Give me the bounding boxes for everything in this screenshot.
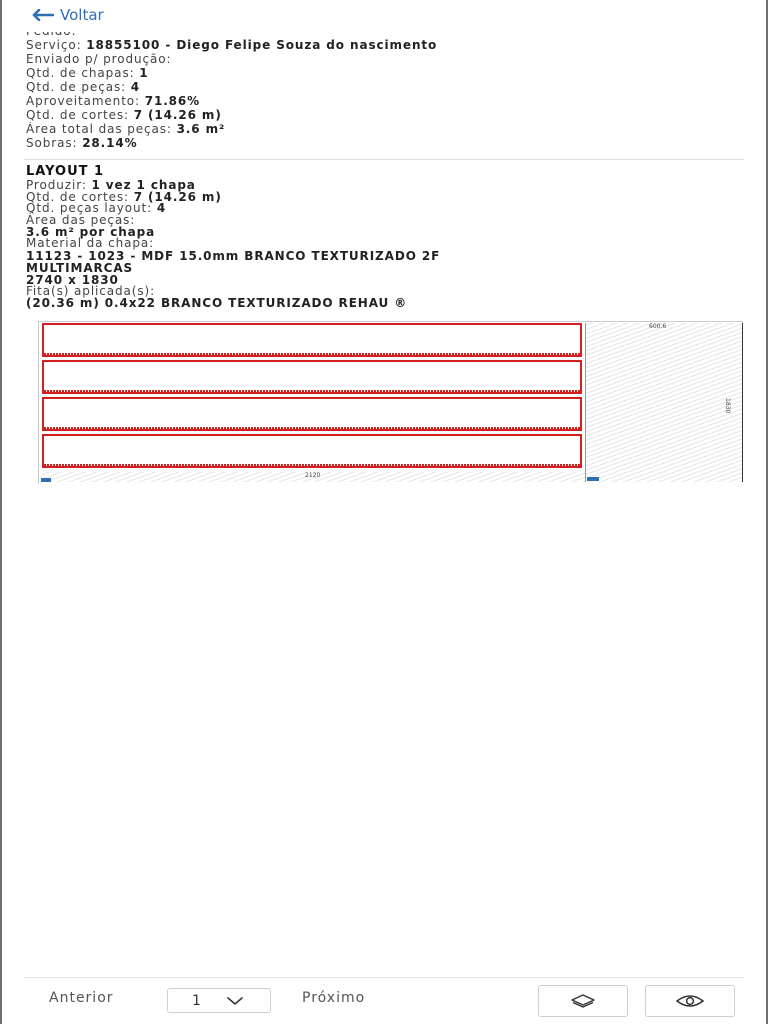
previous-button[interactable]: Anterior bbox=[49, 990, 114, 1006]
pecas-row bbox=[26, 80, 742, 94]
servico-row bbox=[26, 38, 742, 52]
page-select[interactable] bbox=[167, 988, 271, 1013]
arrow-left-icon bbox=[32, 9, 54, 21]
area-row bbox=[26, 122, 742, 136]
leftover-height-label: 1830 bbox=[724, 398, 731, 414]
aproveitamento-label: Aproveitamento: bbox=[26, 94, 140, 108]
page-number: 1 bbox=[192, 992, 201, 1009]
layout-pecas-label: Qtd. peças layout: bbox=[26, 201, 153, 215]
layout-cortes-label: Qtd. de cortes: bbox=[26, 189, 129, 204]
layout-area-value: 3.6 m² por chapa bbox=[26, 225, 156, 239]
pieces-width-label: 2120 bbox=[305, 472, 321, 479]
pecas-label: Qtd. de peças: bbox=[26, 80, 127, 94]
leftover-area bbox=[585, 323, 743, 482]
top-bar bbox=[2, 0, 766, 32]
aproveitamento-value: 71.86% bbox=[144, 94, 201, 108]
area-label: Área total das peças: bbox=[26, 122, 172, 136]
enviado-label: Enviado p/ produção: bbox=[26, 52, 172, 66]
next-button[interactable]: Próximo bbox=[302, 990, 366, 1006]
footer-divider bbox=[24, 977, 744, 978]
cut-piece[interactable] bbox=[42, 434, 582, 468]
cut-piece[interactable] bbox=[42, 323, 582, 357]
cortes-row bbox=[26, 108, 742, 122]
layout-title: LAYOUT 1 bbox=[26, 164, 105, 179]
layout-pecas-value: 4 bbox=[156, 201, 167, 215]
fita-value: (20.36 m) 0.4x22 BRANCO TEXTURIZADO REHAU ® bbox=[26, 296, 408, 310]
view-button[interactable] bbox=[645, 985, 735, 1017]
order-summary bbox=[26, 24, 742, 150]
servico-value: 18855100 - Diego Felipe Souza do nascimento bbox=[86, 38, 438, 52]
sobras-label: Sobras: bbox=[26, 136, 78, 150]
corner-marker bbox=[587, 477, 599, 481]
sobras-value: 28.14% bbox=[82, 136, 138, 150]
leftover-width-label: 600.6 bbox=[649, 323, 667, 330]
cut-piece[interactable] bbox=[42, 397, 582, 431]
servico-label: Serviço: bbox=[26, 38, 82, 52]
layout-details bbox=[26, 164, 742, 309]
enviado-row bbox=[26, 52, 742, 66]
material-value-line1: 11123 - 1023 - MDF 15.0mm BRANCO TEXTURIZADO 2F bbox=[26, 248, 441, 263]
sobras-row bbox=[26, 136, 742, 150]
material-value-line2: MULTIMARCAS bbox=[26, 260, 134, 275]
cut-piece[interactable] bbox=[42, 360, 582, 394]
layout-cortes-value: 7 (14.26 m) bbox=[133, 189, 222, 204]
aproveitamento-row bbox=[26, 94, 742, 108]
back-button[interactable] bbox=[32, 6, 104, 24]
app-screen bbox=[2, 0, 766, 1024]
back-label: Voltar bbox=[60, 6, 104, 24]
chapas-value: 1 bbox=[139, 66, 149, 80]
fita-label: Fita(s) aplicada(s): bbox=[26, 283, 156, 298]
cortes-label: Qtd. de cortes: bbox=[26, 108, 129, 122]
divider bbox=[24, 159, 744, 160]
layers-icon bbox=[569, 993, 597, 1009]
produzir-value: 1 vez 1 chapa bbox=[91, 178, 196, 192]
material-label: Material da chapa: bbox=[26, 236, 155, 250]
layout-area-label: Área das peças: bbox=[26, 212, 136, 227]
pecas-value: 4 bbox=[130, 80, 141, 94]
material-size: 2740 x 1830 bbox=[26, 272, 119, 287]
chapas-row bbox=[26, 66, 742, 80]
produzir-label: Produzir: bbox=[26, 178, 87, 192]
chapas-label: Qtd. de chapas: bbox=[26, 66, 135, 80]
corner-marker bbox=[41, 478, 51, 482]
cutting-layout-diagram[interactable] bbox=[38, 321, 743, 484]
chevron-down-icon bbox=[226, 997, 244, 1006]
cortes-value: 7 (14.26 m) bbox=[133, 108, 222, 122]
area-value: 3.6 m² bbox=[176, 122, 226, 136]
eye-icon bbox=[675, 993, 705, 1009]
layers-button[interactable] bbox=[538, 985, 628, 1017]
